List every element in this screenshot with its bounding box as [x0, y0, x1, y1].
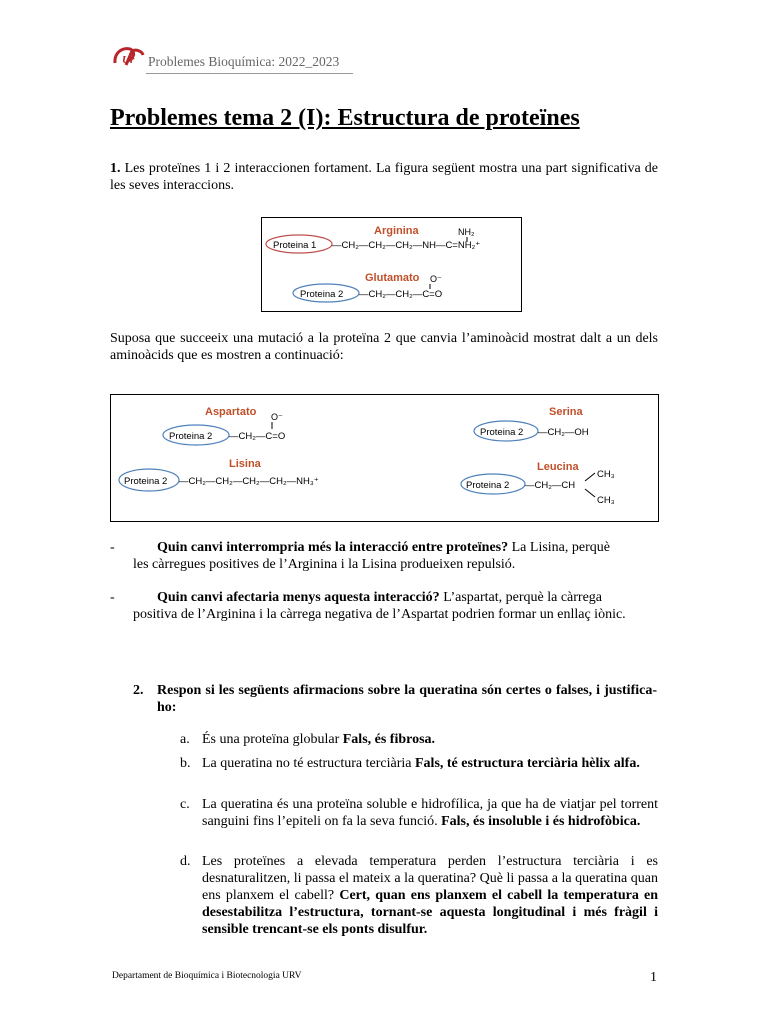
fig2-leu-ch3a: CH₃: [597, 469, 615, 480]
q2-item-a-text: És una proteïna globular: [202, 732, 343, 747]
fig1-p2-label: Proteina 2: [300, 289, 344, 300]
q2-number: 2.: [133, 683, 144, 698]
q1-bullet-2-question: Quin canvi afectaria menys aquesta interacció?: [157, 590, 440, 605]
q1-bullet-1-answer-first: La Lisina, perquè: [508, 540, 610, 555]
fig2-asp-o: O⁻: [271, 412, 283, 422]
fig1-glu-name: Glutamato: [365, 272, 420, 284]
fig2-leu-bond-b: [585, 489, 595, 497]
fig2-lys-name: Lisina: [229, 458, 261, 470]
q1-intro: [110, 160, 658, 194]
q1-bullet-2-dash: -: [110, 590, 115, 605]
fig1-p1-label: Proteina 1: [273, 240, 317, 251]
urv-logo: [112, 43, 146, 71]
fig1-glu-chain: —CH₂—CH₂—C=O: [359, 289, 443, 300]
fig2-lys-chain: —CH₂—CH₂—CH₂—CH₂—NH₃⁺: [179, 476, 319, 487]
fig2-leu-chain: —CH₂—CH: [525, 480, 576, 491]
q1-bullet-1-question: Quin canvi interrompria més la interacció entre proteïnes?: [157, 540, 509, 555]
q1-bullet-1-answer-rest: les càrregues positives de l’Arginina i la Lisina produeixen repulsió.: [133, 557, 516, 572]
q1-mutation-text: Suposa que succeeix una mutació a la proteïna 2 que canvia l’aminoàcid mostrat dalt a un dels aminoàcids que es mostren a continuació:: [110, 331, 658, 363]
fig1-arg-nh2: NH₂: [458, 227, 475, 237]
q1-number: 1.: [110, 161, 121, 176]
figure-mutant-amino-acids: [110, 394, 659, 522]
fig2-asp-name: Aspartato: [205, 406, 257, 418]
q2-item-c-letter: c.: [180, 797, 190, 812]
fig1-arg-chain: —CH₂—CH₂—CH₂—NH—C=NH₂⁺: [332, 240, 481, 251]
q2-item-c-text: La queratina és una proteïna soluble e hidrofílica, ja que ha de viatjar pel torrent sanguini fins l’epiteli on fa la seva funció.: [202, 797, 658, 829]
q2-item-b-text: La queratina no té estructura terciària: [202, 756, 415, 771]
q2-prompt: Respon si les següents afirmacions sobre la queratina són certes o falses, i justifica-ho:: [157, 683, 657, 715]
q2-item-d-text: Les proteïnes a elevada temperatura perden l’estructura terciària i es desnaturalitzen, li passa el mateix a la queratina? Què li passa a la queratina quan ens planxem el cabell?: [202, 854, 658, 903]
q2-item-a: [202, 731, 658, 748]
fig2-leu-name: Leucina: [537, 461, 579, 473]
q2-item-c: [202, 796, 658, 830]
fig2-ser-name: Serina: [549, 406, 583, 418]
fig2-leu-label: Proteina 2: [466, 480, 510, 491]
q2-item-b-letter: b.: [180, 756, 191, 771]
q2-item-c-answer: Fals, és insoluble i és hidrofòbica.: [441, 814, 641, 829]
q2-item-b-answer: Fals, té estructura terciària hèlix alfa.: [415, 756, 640, 771]
logo-text: Ur: [122, 54, 135, 66]
q1-bullet-2-answer-first: L’aspartat, perquè la càrrega: [439, 590, 603, 605]
q1-intro-text: Les proteïnes 1 i 2 interaccionen fortament. La figura següent mostra una part significativa de les seves interaccions.: [110, 161, 659, 193]
q2-item-a-letter: a.: [180, 732, 190, 747]
q1-bullet-2-line1: [157, 589, 657, 606]
q2-item-d: [202, 853, 658, 938]
fig2-leu-bond-a: [585, 473, 595, 481]
figure-arginine-glutamate: [261, 217, 522, 312]
fig2-lys-label: Proteina 2: [124, 476, 168, 487]
q1-bullet-2-answer-rest: positiva de l’Arginina i la càrrega negativa de l’Aspartat podrien formar un enllaç iònic.: [133, 607, 626, 622]
fig1-arg-name: Arginina: [374, 225, 419, 237]
page-number: 1: [650, 970, 657, 985]
header-rule: [146, 73, 353, 74]
q2-item-a-answer: Fals, és fibrosa.: [342, 732, 436, 747]
fig2-asp-label: Proteina 2: [169, 431, 213, 442]
q1-bullet-1-dash: -: [110, 540, 115, 555]
page-title: Problemes tema 2 (I): Estructura de proteïnes: [110, 105, 580, 131]
fig2-leu-ch3b: CH₃: [597, 495, 615, 506]
q2-item-d-letter: d.: [180, 854, 191, 869]
q2-item-d-answer: Cert, quan ens planxem el cabell la temperatura en desestabilitza l’estructura, tornant-se aquesta longitudinal i més fràgil i sensible trencant-se els ponts disulfur.: [202, 888, 659, 937]
fig2-ser-label: Proteina 2: [480, 427, 524, 438]
fig1-glu-o: O⁻: [430, 274, 442, 284]
footer-department: Departament de Bioquímica i Biotecnologia URV: [112, 971, 302, 981]
header-title: Problemes Bioquímica: 2022_2023: [148, 54, 340, 69]
fig2-asp-chain: —CH₂—C=O: [229, 431, 286, 442]
q2-item-b: [202, 755, 658, 772]
q1-bullet-1-line1: [157, 539, 657, 556]
fig2-ser-chain: —CH₂—OH: [538, 427, 589, 438]
